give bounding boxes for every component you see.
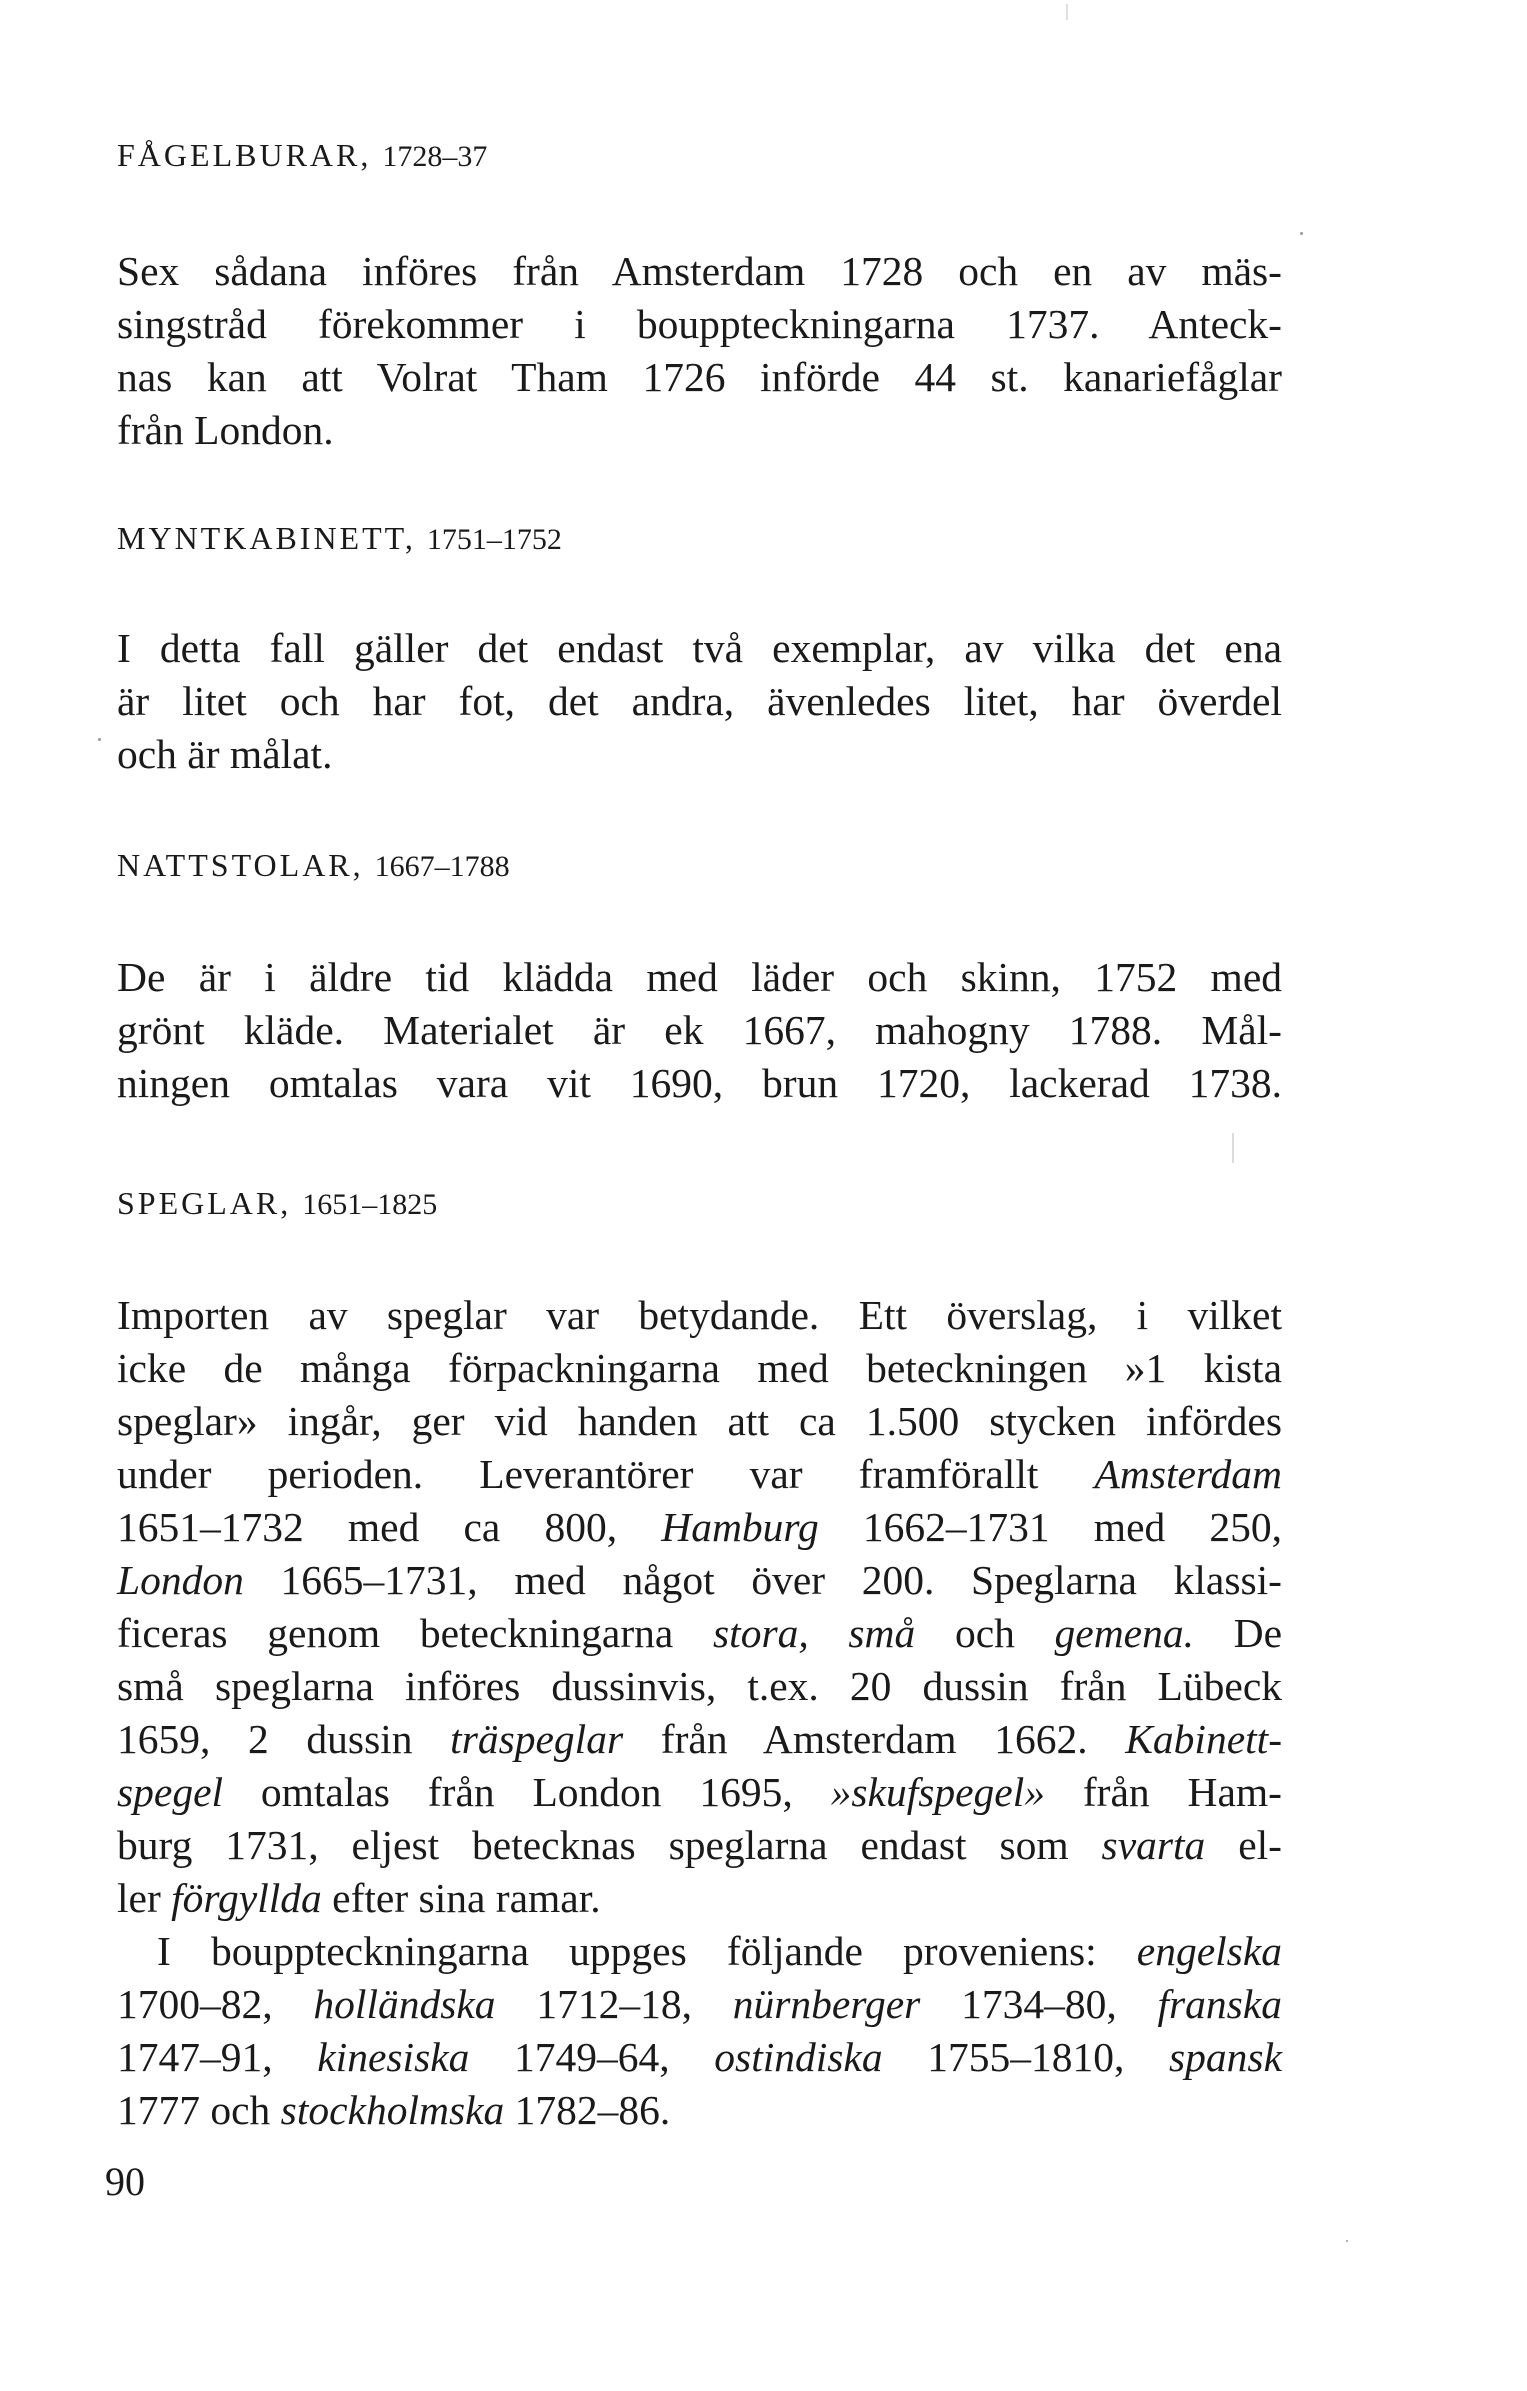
- heading-years: 1667–1788: [374, 850, 510, 883]
- section-speglar: [117, 1183, 1282, 2137]
- section-heading: [117, 1183, 1282, 1225]
- text-line: Importen av speglar var betydande. Ett överslag, i vilket: [117, 1292, 1282, 1338]
- heading-title: MYNTKABINETT,: [117, 520, 416, 556]
- text-line: icke de många förpackningarna med beteckningen »1 kista: [117, 1345, 1282, 1391]
- section-paragraph: [117, 1289, 1282, 1925]
- scan-speck: [1300, 232, 1303, 235]
- section-paragraph: [117, 622, 1282, 781]
- text-line: ler förgyllda efter sina ramar.: [117, 1875, 601, 1921]
- text-line: 1747–91, kinesiska 1749–64, ostindiska 1755–1810, spansk: [117, 2034, 1282, 2080]
- text-line: De är i äldre tid klädda med läder och skinn, 1752 med: [117, 954, 1282, 1000]
- section-paragraph: [117, 1925, 1282, 2137]
- text-line: och är målat.: [117, 731, 333, 777]
- section-myntkabinett: [117, 518, 1282, 781]
- text-line: små speglarna införes dussinvis, t.ex. 20 dussin från Lübeck: [117, 1663, 1282, 1709]
- section-paragraph: [117, 951, 1282, 1110]
- text-line: från London.: [117, 407, 334, 453]
- text-line: nas kan att Volrat Tham 1726 införde 44 st. kanariefåglar: [117, 354, 1282, 400]
- text-line: grönt kläde. Materialet är ek 1667, mahogny 1788. Mål-: [117, 1007, 1282, 1053]
- section-fagelburar: [117, 135, 1282, 457]
- text-line: är litet och har fot, det andra, ävenledes litet, har överdel: [117, 678, 1282, 724]
- heading-years: 1728–37: [382, 140, 488, 173]
- text-line: I detta fall gäller det endast två exemplar, av vilka det ena: [117, 625, 1282, 671]
- section-heading: [117, 518, 1282, 560]
- section-paragraph: [117, 245, 1282, 457]
- section-heading: [117, 135, 1282, 177]
- text-line: speglar» ingår, ger vid handen att ca 1.500 stycken infördes: [117, 1398, 1282, 1444]
- scan-speck: [98, 738, 101, 741]
- section-nattstolar: [117, 845, 1282, 1110]
- section-heading: [117, 845, 1282, 887]
- text-line: 1777 och stockholmska 1782–86.: [117, 2087, 671, 2133]
- text-line: London 1665–1731, med något över 200. Speglarna klassi-: [117, 1557, 1283, 1603]
- heading-years: 1651–1825: [302, 1188, 438, 1221]
- text-line: ningen omtalas vara vit 1690, brun 1720, lackerad 1738.: [117, 1060, 1282, 1106]
- heading-title: FÅGELBURAR,: [117, 137, 372, 173]
- page-number: 90: [105, 2159, 145, 2204]
- text-line: 1659, 2 dussin träspeglar från Amsterdam 1662. Kabinett-: [117, 1716, 1283, 1762]
- text-line: ficeras genom beteckningarna stora, små och gemena. De: [117, 1610, 1283, 1656]
- text-line: under perioden. Leverantörer var framförallt Amsterdam: [117, 1451, 1282, 1497]
- heading-years: 1751–1752: [426, 523, 562, 556]
- text-line: spegel omtalas från London 1695, »skufspegel» från Ham-: [117, 1769, 1282, 1815]
- scan-speck: [1066, 4, 1068, 20]
- heading-title: SPEGLAR,: [117, 1185, 292, 1221]
- scan-speck: [1346, 2240, 1348, 2242]
- text-line: 1651–1732 med ca 800, Hamburg 1662–1731 med 250,: [117, 1504, 1283, 1550]
- scan-speck: [1232, 1133, 1234, 1163]
- text-line: 1700–82, holländska 1712–18, nürnberger 1734–80, franska: [117, 1981, 1282, 2027]
- heading-title: NATTSTOLAR,: [117, 847, 364, 883]
- text-line: Sex sådana införes från Amsterdam 1728 och en av mäs-: [117, 248, 1282, 294]
- text-line: burg 1731, eljest betecknas speglarna endast som svarta el-: [117, 1822, 1282, 1868]
- text-line: singstråd förekommer i bouppteckningarna 1737. Anteck-: [117, 301, 1282, 347]
- text-line: I bouppteckningarna uppges följande proveniens: engelska: [157, 1928, 1282, 1974]
